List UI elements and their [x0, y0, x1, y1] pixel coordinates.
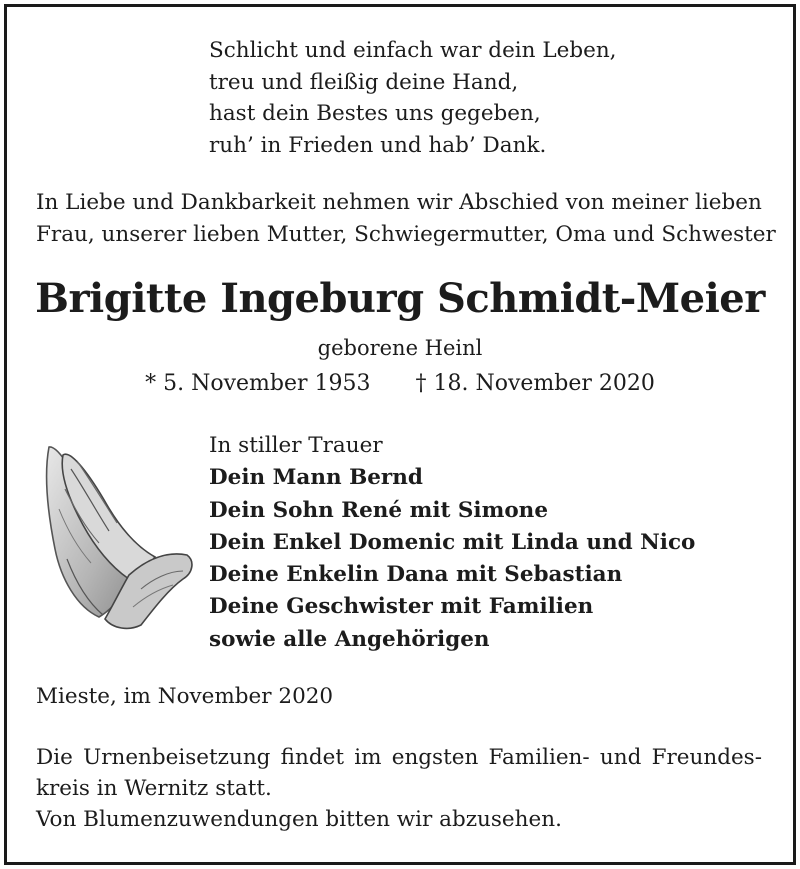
burial-note-line: Die Urnenbeisetzung findet im engsten Familien- und Freundes-	[36, 745, 762, 770]
funeral-notes	[36, 742, 762, 835]
memorial-verse	[209, 35, 617, 161]
mourners-list	[209, 430, 695, 656]
death-date: † 18. November 2020	[415, 371, 655, 396]
mourner-entry: Dein Mann Bernd	[209, 465, 423, 491]
place-and-date: Mieste, im November 2020	[36, 684, 334, 709]
farewell-intro	[36, 187, 776, 250]
life-dates	[7, 369, 793, 399]
verse-line: treu und fleißig deine Hand,	[209, 69, 519, 95]
obituary-card	[4, 4, 796, 865]
burial-note-line: kreis in Wernitz statt.	[36, 776, 272, 801]
birth-date: * 5. November 1953	[145, 371, 371, 396]
intro-line: Frau, unserer lieben Mutter, Schwiegermutter, Oma und Schwester	[36, 221, 776, 247]
praying-hands-icon	[37, 439, 197, 639]
mourners-heading: In stiller Trauer	[209, 433, 383, 458]
verse-line: ruh’ in Frieden und hab’ Dank.	[209, 132, 547, 158]
mourner-entry: Dein Enkel Domenic mit Linda und Nico	[209, 529, 696, 555]
maiden-name: geborene Heinl	[317, 336, 483, 360]
mourner-entry: Deine Enkelin Dana mit Sebastian	[209, 562, 623, 588]
mourner-entry: Deine Geschwister mit Familien	[209, 594, 594, 620]
flowers-note: Von Blumenzuwendungen bitten wir abzusehen.	[36, 807, 562, 832]
deceased-name: Brigitte Ingeburg Schmidt-Meier	[35, 275, 765, 322]
mourner-entry: sowie alle Angehörigen	[209, 626, 490, 652]
verse-line: hast dein Bestes uns gegeben,	[209, 101, 541, 126]
intro-line: In Liebe und Dankbarkeit nehmen wir Abschied von meiner lieben	[36, 190, 762, 215]
mourner-entry: Dein Sohn René mit Simone	[209, 497, 548, 523]
verse-line: Schlicht und einfach war dein Leben,	[209, 38, 617, 63]
